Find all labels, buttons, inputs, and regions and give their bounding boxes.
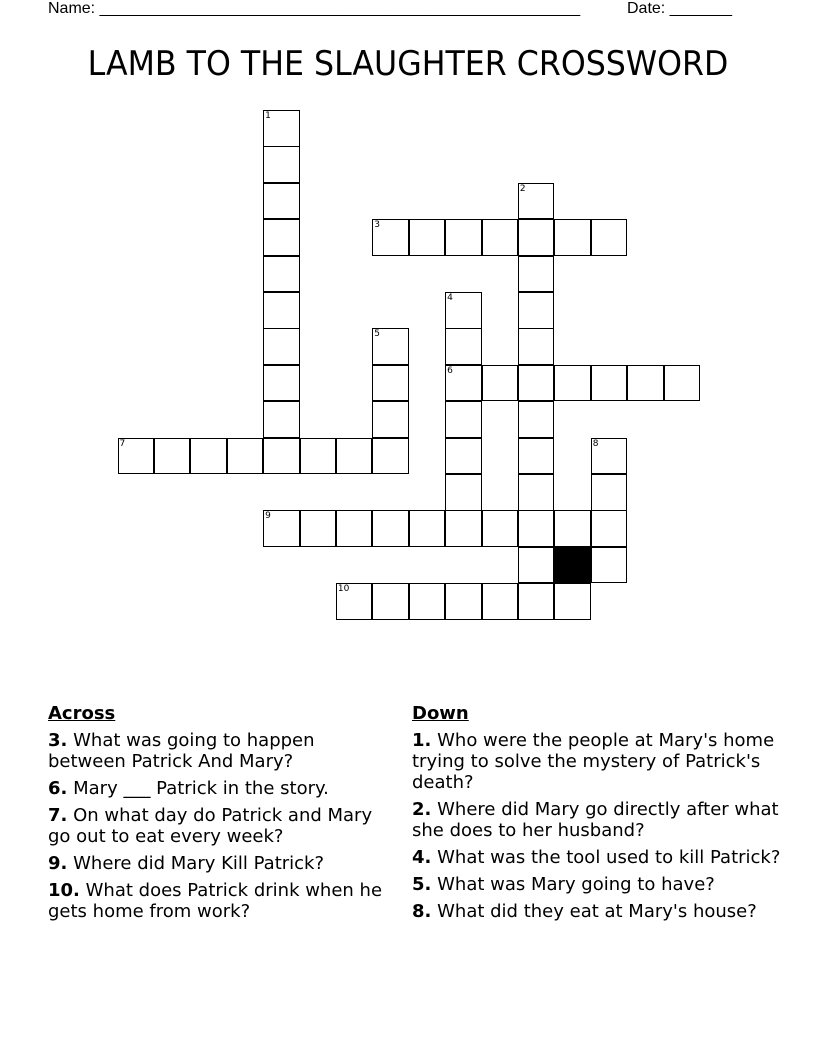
grid-cell[interactable]	[554, 219, 591, 256]
grid-cell[interactable]	[190, 438, 227, 475]
clue-across-7	[48, 805, 388, 847]
grid-cell[interactable]	[518, 401, 555, 438]
cell-number: 6	[447, 365, 453, 376]
grid-cell[interactable]	[227, 438, 264, 475]
clue-text: What does Patrick drink when he gets home from work?	[48, 880, 383, 922]
clue-text: What was going to happen between Patrick And Mary?	[48, 730, 315, 772]
grid-cell[interactable]	[372, 401, 409, 438]
grid-cell[interactable]	[154, 438, 191, 475]
grid-cell[interactable]	[445, 292, 482, 329]
cell-number: 2	[519, 183, 526, 194]
grid-cell[interactable]	[591, 474, 628, 511]
grid-cell[interactable]	[664, 365, 701, 402]
grid-cell[interactable]	[118, 438, 155, 475]
cell-number: 1	[265, 111, 271, 121]
cell-number: 10	[337, 584, 350, 595]
grid-cell[interactable]	[482, 583, 519, 620]
clue-number: 9.	[48, 853, 68, 874]
clue-number: 3.	[48, 730, 68, 751]
grid-cell[interactable]	[518, 219, 555, 256]
clue-number: 4.	[412, 847, 432, 868]
clue-number: 7.	[48, 805, 68, 826]
grid-cell[interactable]	[445, 474, 482, 511]
clue-number: 6.	[48, 778, 68, 799]
grid-cell[interactable]	[627, 365, 664, 402]
grid-cell[interactable]	[409, 219, 446, 256]
grid-cell[interactable]	[300, 510, 337, 547]
clue-number: 5.	[412, 874, 432, 895]
clue-text: Where did Mary go directly after what she does to her husband?	[412, 799, 779, 841]
date-line: Date: _______	[627, 0, 732, 17]
grid-cell[interactable]	[518, 328, 555, 365]
grid-cell[interactable]	[263, 401, 300, 438]
grid-cell[interactable]	[409, 510, 446, 547]
grid-cell[interactable]	[554, 365, 591, 402]
grid-cell[interactable]	[263, 256, 300, 293]
grid-cell[interactable]	[336, 510, 373, 547]
cell-number: 4	[447, 293, 453, 303]
clue-down-1	[412, 730, 782, 793]
grid-cell[interactable]	[591, 510, 628, 547]
down-heading: Down	[412, 703, 469, 724]
grid-cell[interactable]	[263, 219, 300, 256]
grid-cell[interactable]	[372, 510, 409, 547]
grid-cell[interactable]	[445, 219, 482, 256]
cell-number: 8	[592, 438, 599, 449]
across-heading: Across	[48, 703, 116, 724]
grid-cell[interactable]	[518, 183, 555, 220]
clue-across-9	[48, 853, 388, 874]
grid-cell[interactable]	[518, 583, 555, 620]
grid-cell[interactable]	[591, 365, 628, 402]
clue-down-8	[412, 901, 782, 922]
clue-across-3	[48, 730, 388, 772]
grid-cell[interactable]	[336, 438, 373, 475]
clue-text: Where did Mary Kill Patrick?	[73, 853, 325, 874]
clue-down-2	[412, 799, 782, 841]
cell-number: 9	[265, 511, 271, 522]
grid-cell[interactable]	[372, 583, 409, 620]
grid-cell[interactable]	[445, 583, 482, 620]
cell-number: 3	[374, 220, 381, 231]
grid-cell[interactable]	[263, 510, 300, 547]
grid-cell[interactable]	[263, 146, 300, 183]
grid-cell[interactable]	[518, 256, 555, 293]
clue-down-4	[412, 847, 782, 868]
clue-number: 10.	[48, 880, 80, 901]
grid-cell[interactable]	[554, 510, 591, 547]
grid-cell[interactable]	[263, 438, 300, 475]
clue-text: What was the tool used to kill Patrick?	[437, 847, 781, 868]
clue-text: What did they eat at Mary's house?	[437, 901, 757, 922]
grid-cell[interactable]	[445, 401, 482, 438]
grid-cell[interactable]	[518, 510, 555, 547]
grid-cell[interactable]	[336, 583, 373, 620]
grid-cell[interactable]	[482, 219, 519, 256]
grid-cell[interactable]	[518, 547, 555, 584]
grid-cell[interactable]	[518, 365, 555, 402]
grid-cell[interactable]	[445, 365, 482, 402]
clue-number: 8.	[412, 901, 432, 922]
grid-cell[interactable]	[263, 183, 300, 220]
clue-text: Who were the people at Mary's home trying to solve the mystery of Patrick's death?	[412, 730, 775, 793]
clue-text: On what day do Patrick and Mary go out to eat every week?	[48, 805, 373, 847]
grid-cell[interactable]	[591, 547, 628, 584]
grid-cell[interactable]	[445, 510, 482, 547]
grid-cell[interactable]	[591, 219, 628, 256]
grid-cell[interactable]	[409, 583, 446, 620]
grid-cell[interactable]	[518, 292, 555, 329]
down-clues	[412, 703, 782, 928]
clue-number: 2.	[412, 799, 432, 820]
grid-cell[interactable]	[554, 583, 591, 620]
grid-cell[interactable]	[263, 365, 300, 402]
puzzle-title: LAMB TO THE SLAUGHTER CROSSWORD	[87, 44, 729, 84]
cell-number: 7	[119, 438, 126, 449]
clue-down-5	[412, 874, 782, 895]
clue-text: What was Mary going to have?	[437, 874, 715, 895]
grid-cell[interactable]	[372, 365, 409, 402]
grid-cell[interactable]	[445, 328, 482, 365]
grid-cell[interactable]	[300, 438, 337, 475]
name-line: Name: ______________________________________________________	[48, 0, 581, 17]
grid-cell[interactable]	[591, 438, 628, 475]
across-clues	[48, 703, 388, 928]
grid-cell[interactable]	[482, 365, 519, 402]
clue-text: Mary ___ Patrick in the story.	[73, 778, 329, 799]
grid-cell[interactable]	[518, 474, 555, 511]
black-cell	[554, 547, 591, 584]
grid-cell[interactable]	[263, 328, 300, 365]
clue-number: 1.	[412, 730, 432, 751]
grid-cell[interactable]	[372, 438, 409, 475]
clue-across-10	[48, 880, 388, 922]
grid-cell[interactable]	[263, 110, 300, 147]
clue-across-6	[48, 778, 388, 799]
grid-cell[interactable]	[482, 510, 519, 547]
grid-cell[interactable]	[263, 292, 300, 329]
grid-cell[interactable]	[372, 328, 409, 365]
grid-cell[interactable]	[518, 438, 555, 475]
cell-number: 5	[374, 329, 381, 340]
grid-cell[interactable]	[445, 438, 482, 475]
grid-cell[interactable]	[372, 219, 409, 256]
